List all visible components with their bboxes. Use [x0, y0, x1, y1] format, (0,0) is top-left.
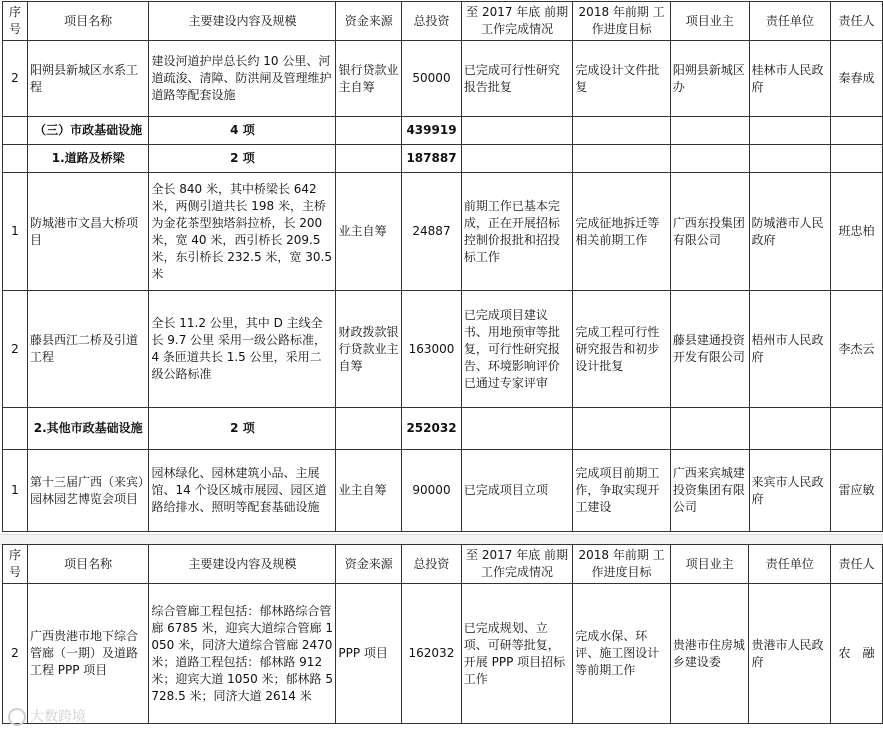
header-total: 总投资: [402, 2, 462, 41]
row-name: 阳朔县新城区水系工程: [27, 41, 149, 117]
table-row: [3, 41, 883, 117]
header-owner: 项目业主: [670, 545, 749, 584]
header-no: 序号: [3, 545, 28, 584]
row-content: 建设河道护岸总长约 10 公里、河道疏浚、清障、防洪闸及管理维护道路等配套设施: [149, 41, 336, 117]
row-content: 综合管廊工程包括：郁林路综合管廊 6785 米，迎宾大道综合管廊 1050 米，同济大道综合管廊 2470 米；道路工程包括：郁林路 912 米；迎宾大道 1050 米；郁林路 5728.5 米；同济大道 2614 米: [149, 584, 336, 724]
subcategory-label: 2.其他市政基础设施: [27, 408, 149, 450]
row-done-2017: 已完成规划、立项、可研等批复，开展 PPP 项目招标工作: [461, 584, 572, 724]
row-name: 防城港市文昌大桥项目: [27, 173, 149, 291]
table-row: [3, 450, 883, 532]
row-fund: PPP 项目: [336, 584, 402, 724]
row-goal-2018: 完成征地拆迁等相关前期工作: [573, 173, 671, 291]
row-done-2017: 已完成项目建议书、用地预审等批复，可行性研究报告、环境影响评价已通过专家评审: [461, 291, 572, 408]
table-header-row: [3, 2, 883, 41]
row-total: 162032: [402, 584, 462, 724]
category-label: （三）市政基础设施: [27, 117, 149, 145]
header-done-2017: 至 2017 年底 前期工作完成情况: [461, 2, 572, 41]
row-fund: 业主自筹: [336, 173, 402, 291]
row-unit: 来宾市人民政府: [749, 450, 831, 532]
header-unit: 责任单位: [749, 545, 831, 584]
row-no: 1: [3, 450, 28, 532]
row-done-2017: 已完成项目立项: [461, 450, 572, 532]
row-total: 90000: [402, 450, 462, 532]
row-unit: 梧州市人民政府: [749, 291, 831, 408]
row-goal-2018: 完成工程可行性研究报告和初步设计批复: [573, 291, 671, 408]
header-unit: 责任单位: [749, 2, 831, 41]
row-person: 雷应敏: [831, 450, 883, 532]
subcategory-label: 1.道路及桥梁: [27, 145, 149, 173]
subcategory-row: [3, 145, 883, 173]
row-total: 50000: [402, 41, 462, 117]
project-table-top: [2, 1, 883, 532]
row-content: 园林绿化、园林建筑小品、主展馆、14 个设区城市展园、园区道路给排水、照明等配套基础设施: [149, 450, 336, 532]
row-unit: 防城港市人民政府: [749, 173, 831, 291]
watermark-text: 大数跨境: [30, 709, 86, 725]
watermark-logo-icon: [8, 708, 26, 726]
header-done-2017: 至 2017 年底 前期工作完成情况: [461, 545, 572, 584]
row-person: 李杰云: [831, 291, 883, 408]
header-fund: 资金来源: [336, 545, 402, 584]
row-goal-2018: 完成水保、环评、施工图设计等前期工作: [573, 584, 671, 724]
row-total: 163000: [402, 291, 462, 408]
row-goal-2018: 完成设计文件批复: [573, 41, 671, 117]
header-fund: 资金来源: [336, 2, 402, 41]
row-fund: 银行贷款业主自筹: [336, 41, 402, 117]
row-unit: 贵港市人民政府: [749, 584, 831, 724]
header-goal-2018: 2018 年前期 工作进度目标: [573, 545, 671, 584]
category-row: [3, 117, 883, 145]
header-content: 主要建设内容及规模: [149, 545, 336, 584]
row-person: 秦春成: [831, 41, 883, 117]
row-done-2017: 前期工作已基本完成，正在开展招标控制价报批和招投标工作: [461, 173, 572, 291]
project-table-bottom: [2, 544, 883, 724]
row-name: 第十三届广西（来宾）园林园艺博览会项目: [27, 450, 149, 532]
row-fund: 财政拨款银行贷款业主自筹: [336, 291, 402, 408]
row-content: 全长 11.2 公里，其中 D 主线全长 9.7 公里 采用一级公路标准，4 条匝道共长 1.5 公里，采用二级公路标准: [149, 291, 336, 408]
row-owner: 阳朔县新城区办: [670, 41, 749, 117]
row-person: 班忠柏: [831, 173, 883, 291]
category-count: 4 项: [149, 117, 336, 145]
header-person: 责任人: [831, 2, 883, 41]
row-no: 1: [3, 173, 28, 291]
row-owner: 广西东投集团有限公司: [670, 173, 749, 291]
subcategory-count: 2 项: [149, 145, 336, 173]
row-done-2017: 已完成可行性研究报告批复: [461, 41, 572, 117]
subcategory-total: 187887: [402, 145, 462, 173]
row-owner: 贵港市住房城乡建设委: [670, 584, 749, 724]
row-name: 藤县西江二桥及引道工程: [27, 291, 149, 408]
row-unit: 桂林市人民政府: [749, 41, 831, 117]
header-name: 项目名称: [27, 2, 149, 41]
subcategory-row: [3, 408, 883, 450]
header-name: 项目名称: [27, 545, 148, 584]
row-person: 农 融: [831, 584, 883, 724]
row-owner: 藤县建通投资开发有限公司: [670, 291, 749, 408]
category-total: 439919: [402, 117, 462, 145]
row-no: 2: [3, 584, 28, 724]
row-goal-2018: 完成项目前期工作，争取实现开工建设: [573, 450, 671, 532]
row-owner: 广西来宾城建投资集团有限公司: [670, 450, 749, 532]
row-no: 2: [3, 291, 28, 408]
header-goal-2018: 2018 年前期 工作进度目标: [573, 2, 671, 41]
header-owner: 项目业主: [670, 2, 749, 41]
header-content: 主要建设内容及规模: [149, 2, 336, 41]
row-no: 2: [3, 41, 28, 117]
header-total: 总投资: [402, 545, 462, 584]
watermark: [8, 706, 86, 726]
subcategory-count: 2 项: [149, 408, 336, 450]
row-content: 全长 840 米，其中桥梁长 642 米，两侧引道共长 198 米，主桥为金花茶型独塔斜拉桥，长 200 米，宽 40 米，西引桥长 209.5 米，东引桥长 232.5 米，宽 30.5 米: [149, 173, 336, 291]
table-row: [3, 584, 883, 724]
table-header-row: [3, 545, 883, 584]
row-name: 广西贵港市地下综合管廊（一期）及道路工程 PPP 项目: [27, 584, 148, 724]
table-row: [3, 173, 883, 291]
table-row: [3, 291, 883, 408]
row-fund: 业主自筹: [336, 450, 402, 532]
header-person: 责任人: [831, 545, 883, 584]
row-total: 24887: [402, 173, 462, 291]
subcategory-total: 252032: [402, 408, 462, 450]
header-no: 序号: [3, 2, 28, 41]
